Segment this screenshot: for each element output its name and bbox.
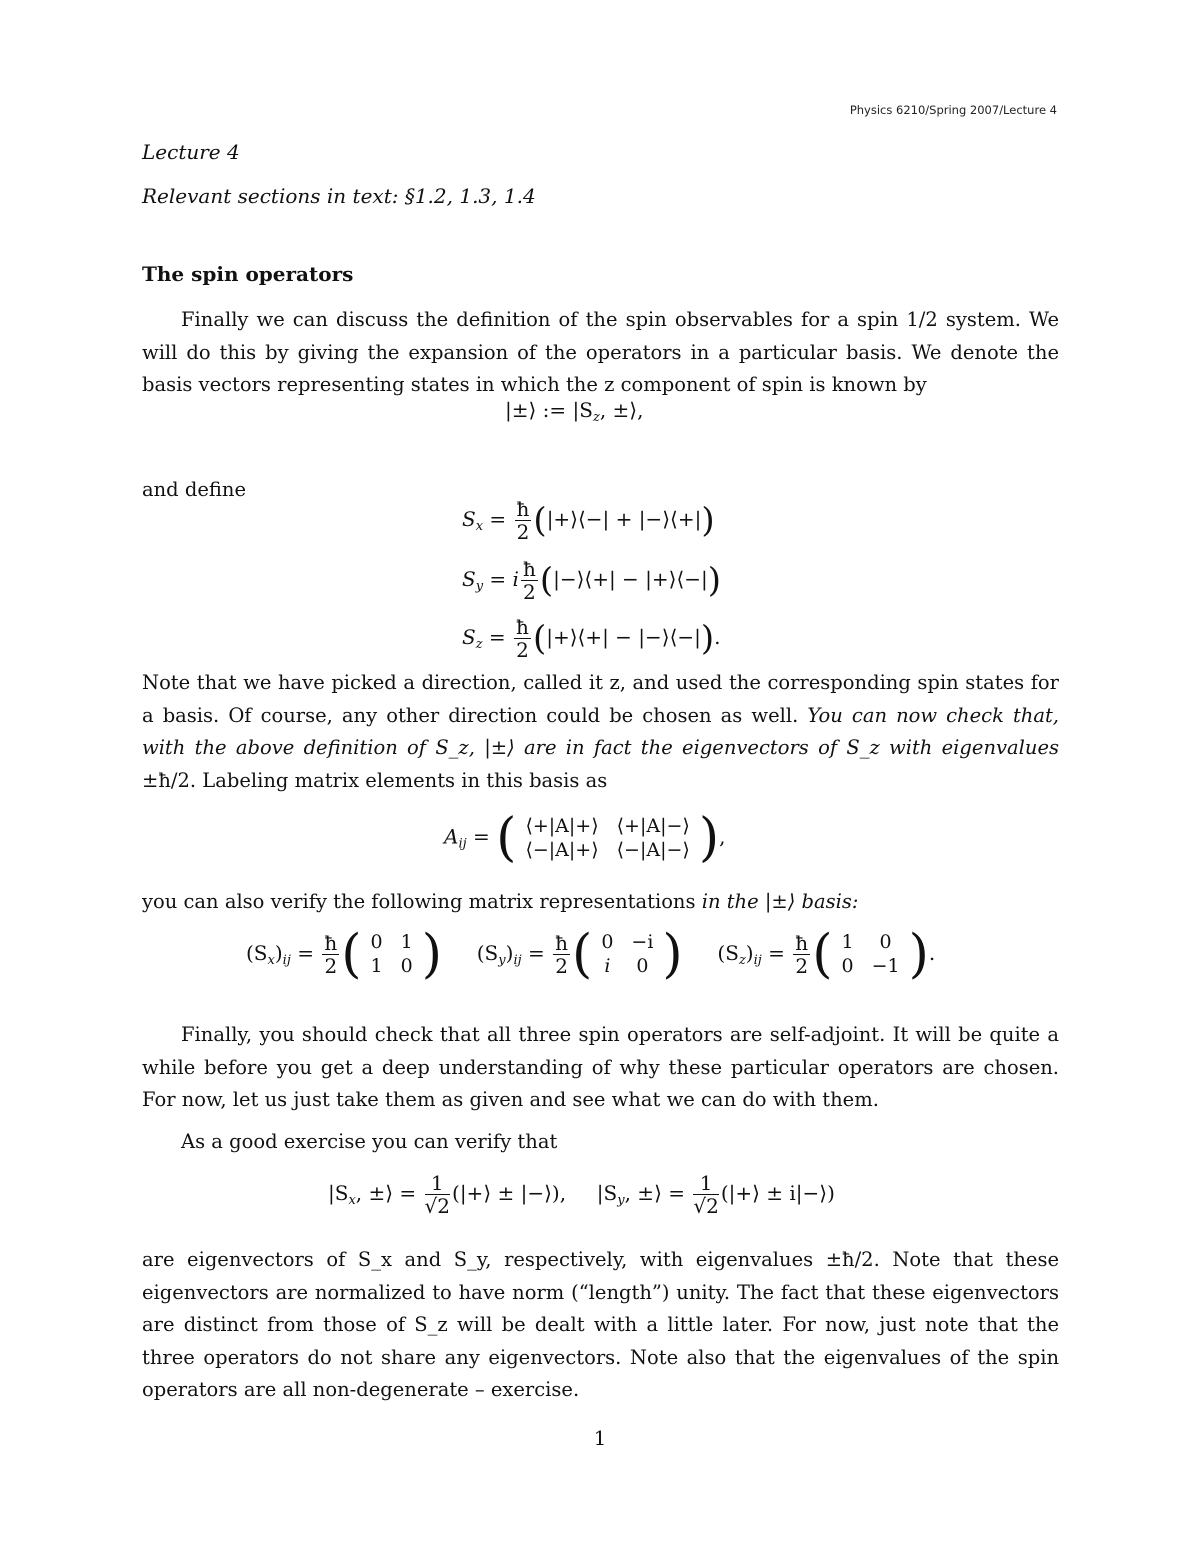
paragraph-exercise: As a good exercise you can verify that	[181, 1130, 558, 1153]
pauli-sy: $(S_y)_{ij}$ = $\frac{ħ}{2}$ ( 0 −i i 0 )	[476, 924, 683, 984]
paragraph-intro: Finally we can discuss the definition of the spin observables for a spin 1/2 system. We will do this by giving the expansion of the operators in a particular basis. We denote the basis vectors representing states in which the z component of spin is known by	[142, 308, 1059, 397]
equation-sx: $S_x$ = $\frac{ħ}{2}$ (|+⟩⟨−| + |−⟩⟨+|)	[462, 497, 715, 544]
pauli-sx: $(S_x)_{ij}$ = $\frac{ħ}{2}$ ( 0 1 1 0 )	[246, 924, 443, 984]
equation-pauli-matrices	[246, 924, 936, 984]
equation-basis: |±⟩ := $|S_z$, ±⟩,	[505, 398, 644, 425]
pauli-sz: $(S_z)_{ij}$ = $\frac{ħ}{2}$ ( 1 0 0 −1 ).	[717, 924, 936, 984]
equation-aij: $A_{ij}$ = ( ⟨+|A|+⟩ ⟨+|A|−⟩ ⟨−|A|+⟩ ⟨−|A|−⟩ ),	[444, 808, 726, 868]
paragraph-eigenvectors: are eigenvectors of S_x and S_y, respectively, with eigenvalues ±ħ/2. Note that these eigenvectors are normalized to have norm (“length”) unity. The fact that these eigenvectors are distinct from those of S_z will be dealt with a little later. For now, just note that the three operators do not share any eigenvectors. Note also that the eigenvalues of the spin operators are all non-degenerate – exercise.	[142, 1248, 1059, 1402]
equation-sy: $S_y = i$ $\frac{ħ}{2}$ (|−⟩⟨+| − |+⟩⟨−|)	[462, 557, 722, 604]
equation-eigenvectors: $|S_x$, ±⟩ = $\frac{1}{√2}$ (|+⟩ ± |−⟩), $|S_y$, ±⟩ = $\frac{1}{√2}$ (|+⟩ ± i|−⟩)	[328, 1171, 835, 1218]
section-heading: The spin operators	[142, 262, 354, 286]
relevant-sections: Relevant sections in text: §1.2, 1.3, 1.4	[142, 184, 536, 208]
running-header: Physics 6210/Spring 2007/Lecture 4	[849, 103, 1057, 117]
paragraph-direction: Note that we have picked a direction, called it z, and used the corresponding spin states for a basis. Of course, any other direction could be chosen as well. You can now check that, with the above definition of S_z, |±⟩ are in fact the eigenvectors of S_z with eigenvalues ±ħ/2. Labeling matrix elements in this basis as	[142, 671, 1060, 792]
and-define-text: and define	[142, 478, 246, 501]
lecture-title: Lecture 4	[142, 140, 240, 164]
page-number: 1	[593, 1426, 607, 1450]
equation-sz: $S_z$ = $\frac{ħ}{2}$ (|+⟩⟨+| − |−⟩⟨−|).	[462, 615, 721, 662]
paragraph-matrix-reps: you can also verify the following matrix representations in the |±⟩ basis:	[142, 890, 859, 913]
paragraph-self-adjoint: Finally, you should check that all three spin operators are self-adjoint. It will be quite a while before you get a deep understanding of why these particular operators are chosen. For now, let us just take them as given and see what we can do with them.	[142, 1023, 1059, 1112]
